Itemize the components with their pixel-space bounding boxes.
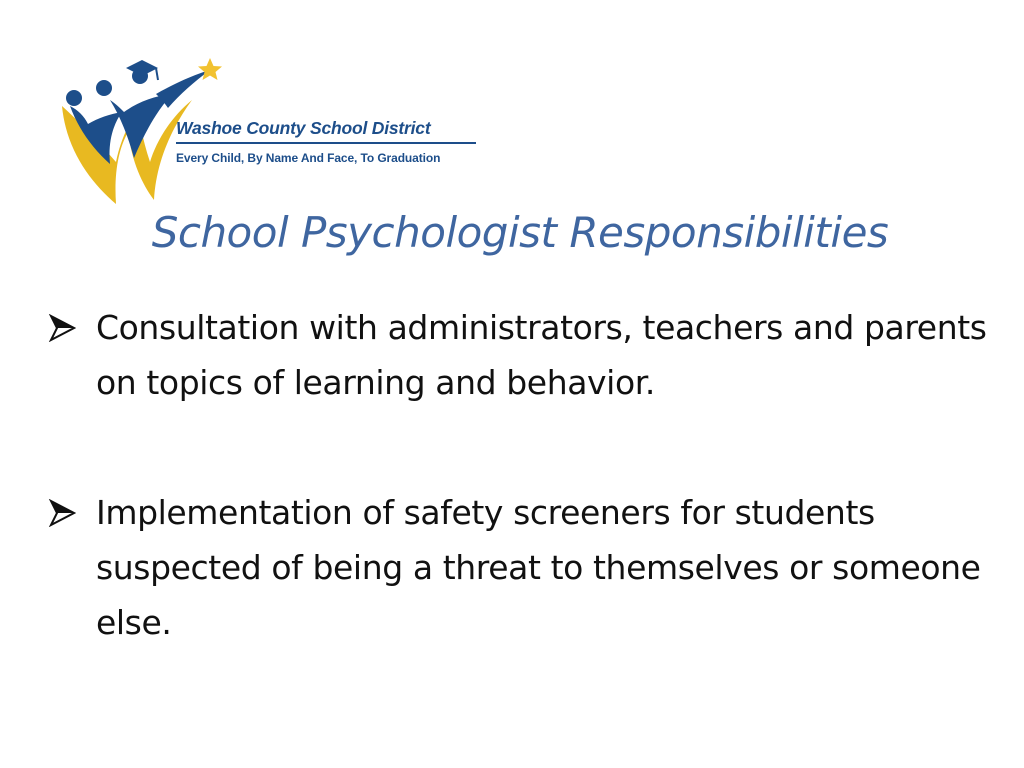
district-logo bbox=[52, 54, 492, 210]
logo-divider bbox=[176, 142, 476, 144]
bullet-list bbox=[44, 300, 1004, 650]
bullet-text: Consultation with administrators, teachers and parents on topics of learning and behavior. bbox=[96, 308, 987, 402]
arrowhead-bullet-icon bbox=[48, 314, 76, 342]
bullet-text: Implementation of safety screeners for students suspected of being a threat to themselves or someone else. bbox=[96, 493, 981, 642]
bullet-item bbox=[44, 485, 1004, 650]
district-name: Washoe County School District bbox=[176, 118, 431, 138]
bullet-item bbox=[44, 300, 1004, 410]
slide-title: School Psychologist Responsibilities bbox=[151, 208, 889, 257]
district-tagline: Every Child, By Name And Face, To Graduation bbox=[176, 151, 441, 165]
arrowhead-bullet-icon bbox=[48, 499, 76, 527]
